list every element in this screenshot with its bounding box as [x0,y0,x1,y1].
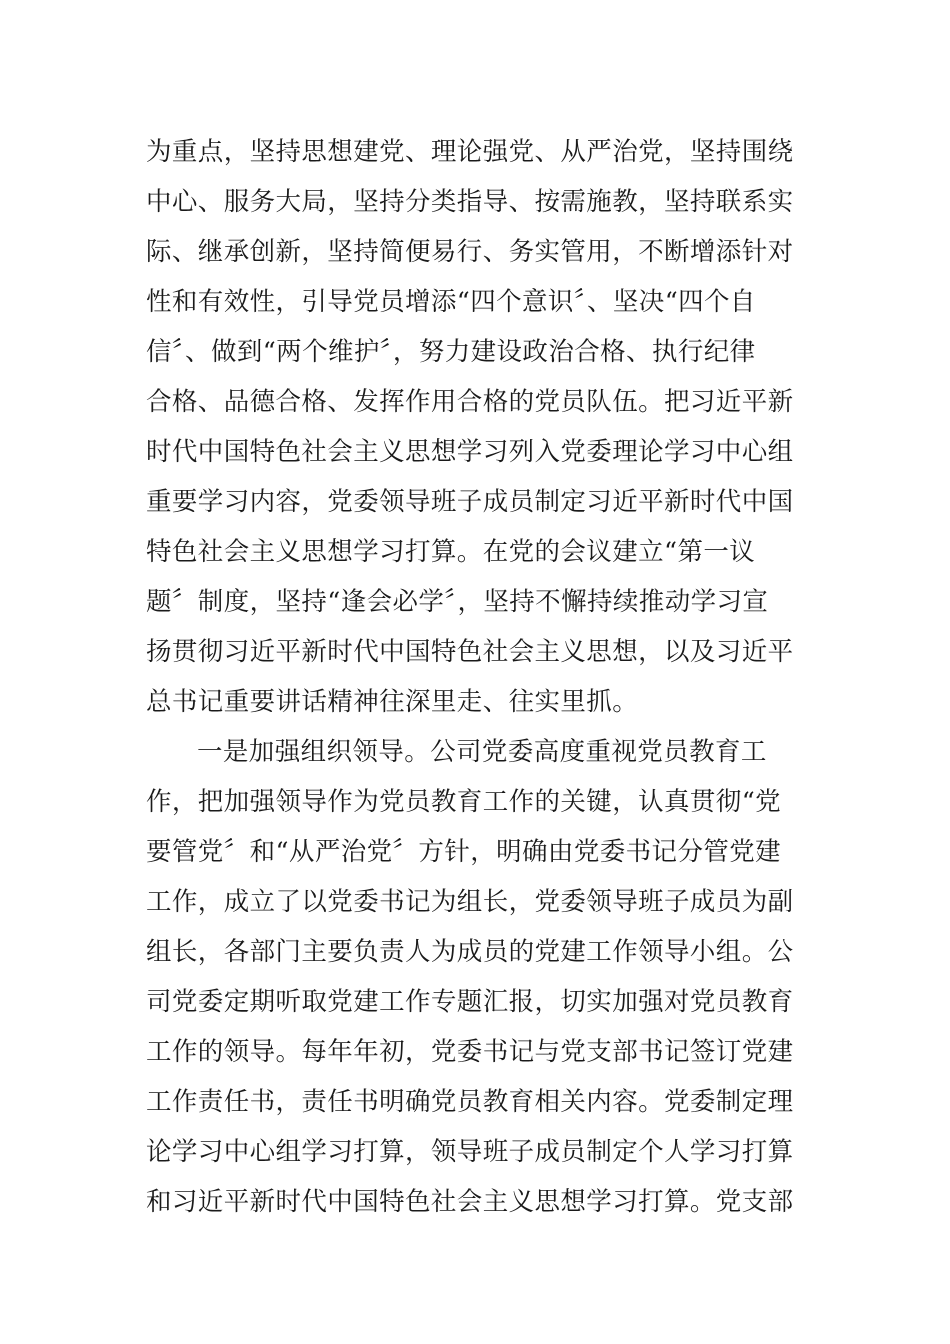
text-line: 和习近平新时代中国特色社会主义思想学习打算。党支部 [146,1187,794,1217]
text-line: 特色社会主义思想学习打算。在党的会议建立“第一议 [146,537,756,567]
paragraph-1 [146,127,794,727]
text-line: 工作的领导。每年年初，党委书记与党支部书记签订党建 [146,1037,794,1067]
text-line: 为重点，坚持思想建党、理论强党、从严治党，坚持围绕 [146,137,794,167]
text-line: 重要学习内容，党委领导班子成员制定习近平新时代中国 [146,487,794,517]
text-line: 工作责任书，责任书明确党员教育相关内容。党委制定理 [146,1087,794,1117]
text-line: 中心、服务大局，坚持分类指导、按需施教，坚持联系实 [146,187,794,217]
text-line: 司党委定期听取党建工作专题汇报，切实加强对党员教育 [146,987,794,1017]
text-line: 际、继承创新，坚持简便易行、务实管用，不断增添针对 [146,237,794,267]
text-line: 性和有效性，引导党员增添“四个意识〞、坚决“四个自 [146,287,756,317]
document-body [146,127,794,1227]
text-line: 合格、品德合格、发挥作用合格的党员队伍。把习近平新 [146,387,794,417]
text-line: 论学习中心组学习打算，领导班子成员制定个人学习打算 [146,1137,794,1167]
text-line: 工作，成立了以党委书记为组长，党委领导班子成员为副 [146,887,794,917]
text-line: 组长，各部门主要负责人为成员的党建工作领导小组。公 [146,937,794,967]
text-line: 总书记重要讲话精神往深里走、往实里抓。 [146,687,639,717]
text-line: 扬贯彻习近平新时代中国特色社会主义思想，以及习近平 [146,637,794,667]
paragraph-2 [146,727,794,1227]
text-line: 信〞、做到“两个维护〞，努力建设政治合格、执行纪律 [146,337,756,367]
text-line: 时代中国特色社会主义思想学习列入党委理论学习中心组 [146,437,794,467]
text-line: 作，把加强领导作为党员教育工作的关键，认真贯彻“党 [146,787,782,817]
text-line: 要管党〞和“从严治党〞方针，明确由党委书记分管党建 [146,837,782,867]
text-line-first-indented: 一是加强组织领导。公司党委高度重视党员教育工 [197,737,767,767]
text-line: 题〞制度，坚持“逢会必学〞，坚持不懈持续推动学习宣 [146,587,769,617]
